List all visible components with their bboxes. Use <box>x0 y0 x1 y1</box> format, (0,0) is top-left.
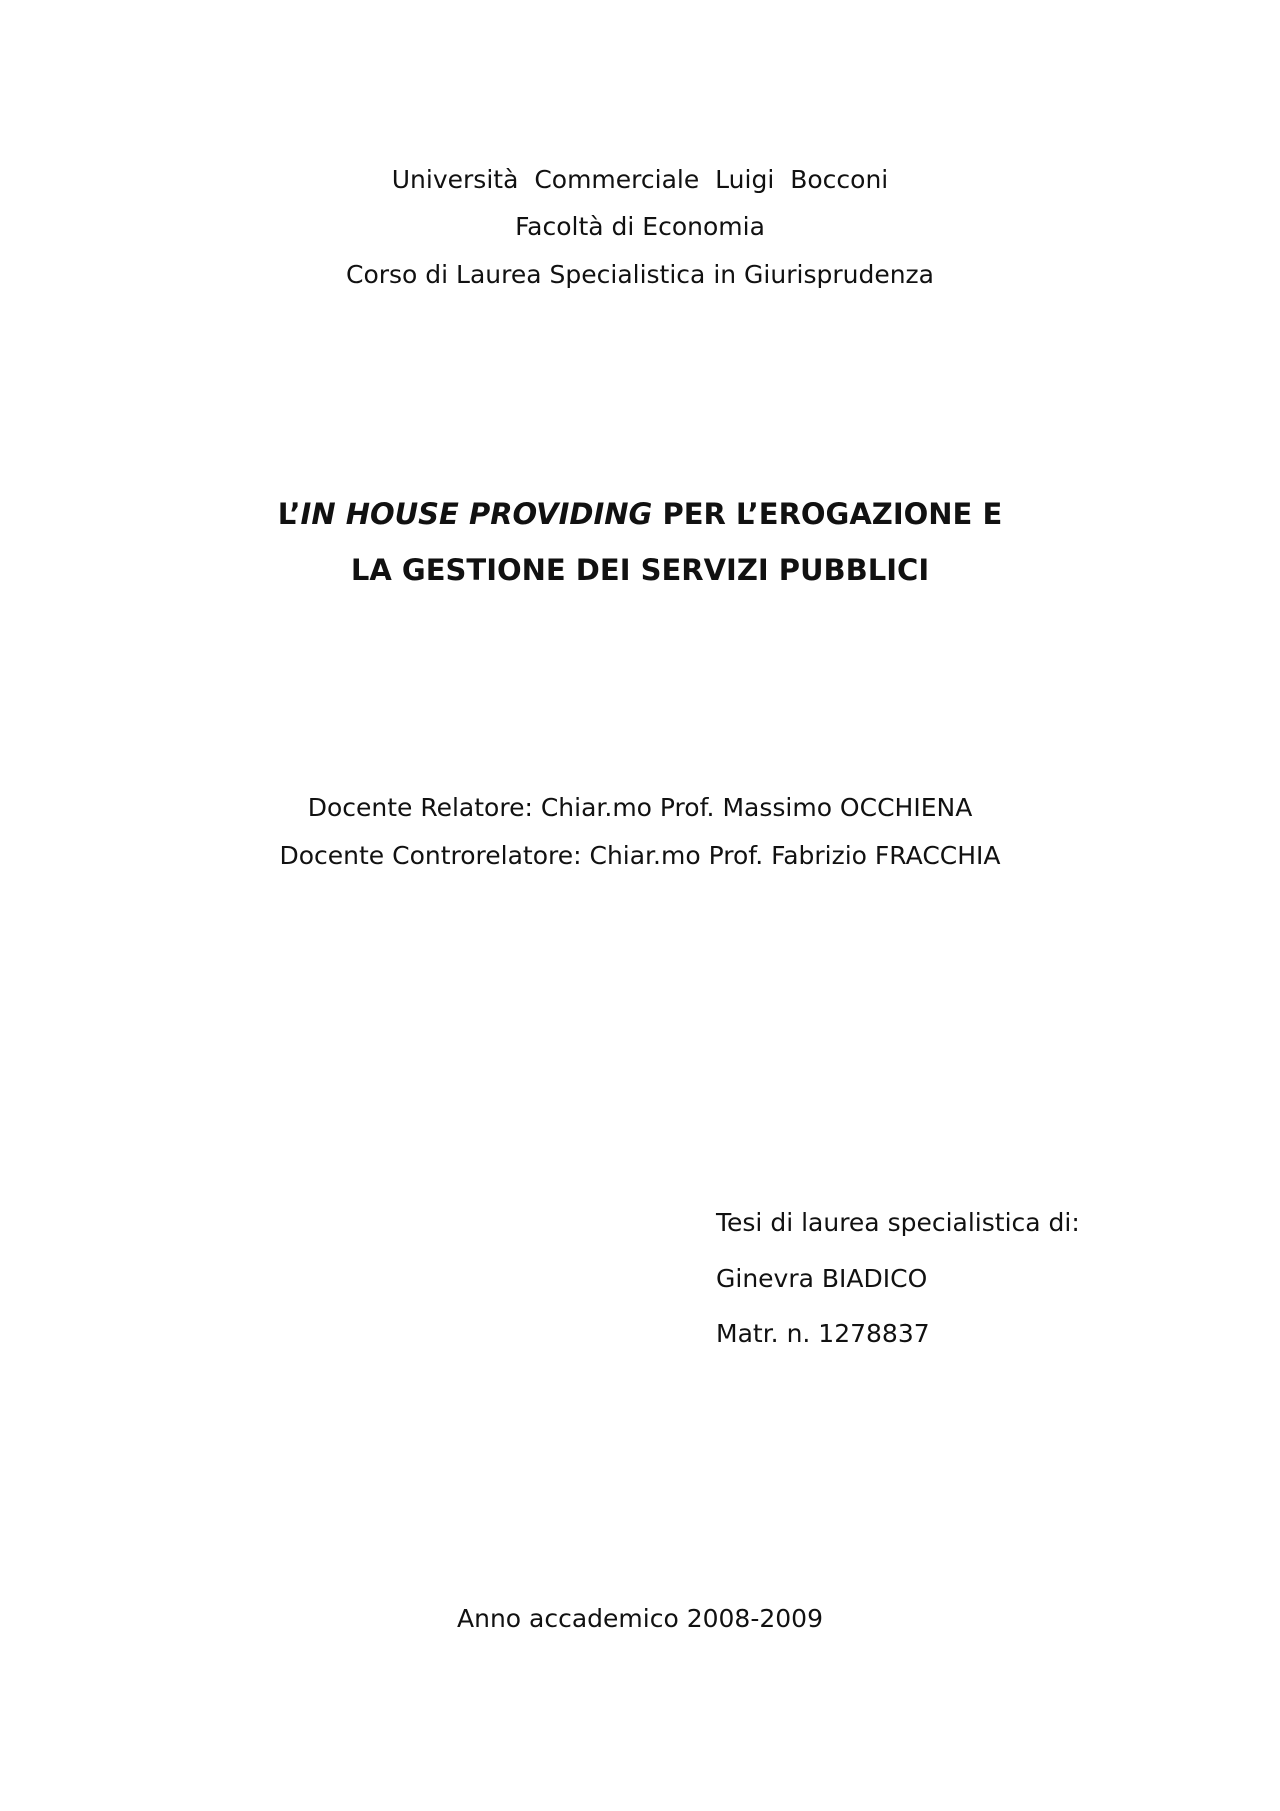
author-matricola: Matr. n. 1278837 <box>716 1319 930 1348</box>
thesis-title-line-2: LA GESTIONE DEI SERVIZI PUBBLICI <box>350 553 930 587</box>
title-prefix: L’ <box>277 497 301 531</box>
title-suffix: PER L’EROGAZIONE E <box>652 497 1003 531</box>
thesis-title-line-1 <box>0 496 1280 532</box>
faculty-name: Facoltà di Economia <box>515 212 765 241</box>
title-italic-term: IN HOUSE PROVIDING <box>300 497 653 531</box>
author-label: Tesi di laurea specialistica di: <box>716 1208 1080 1237</box>
course-name: Corso di Laurea Specialistica in Giurisprudenza <box>345 260 934 289</box>
academic-year: Anno accademico 2008-2009 <box>457 1604 823 1633</box>
supervisor-relatore: Docente Relatore: Chiar.mo Prof. Massimo OCCHIENA <box>307 793 973 822</box>
university-name: Università Commerciale Luigi Bocconi <box>391 165 889 194</box>
author-name: Ginevra BIADICO <box>716 1264 928 1293</box>
supervisor-controrelatore: Docente Controrelatore: Chiar.mo Prof. Fabrizio FRACCHIA <box>279 841 1001 870</box>
